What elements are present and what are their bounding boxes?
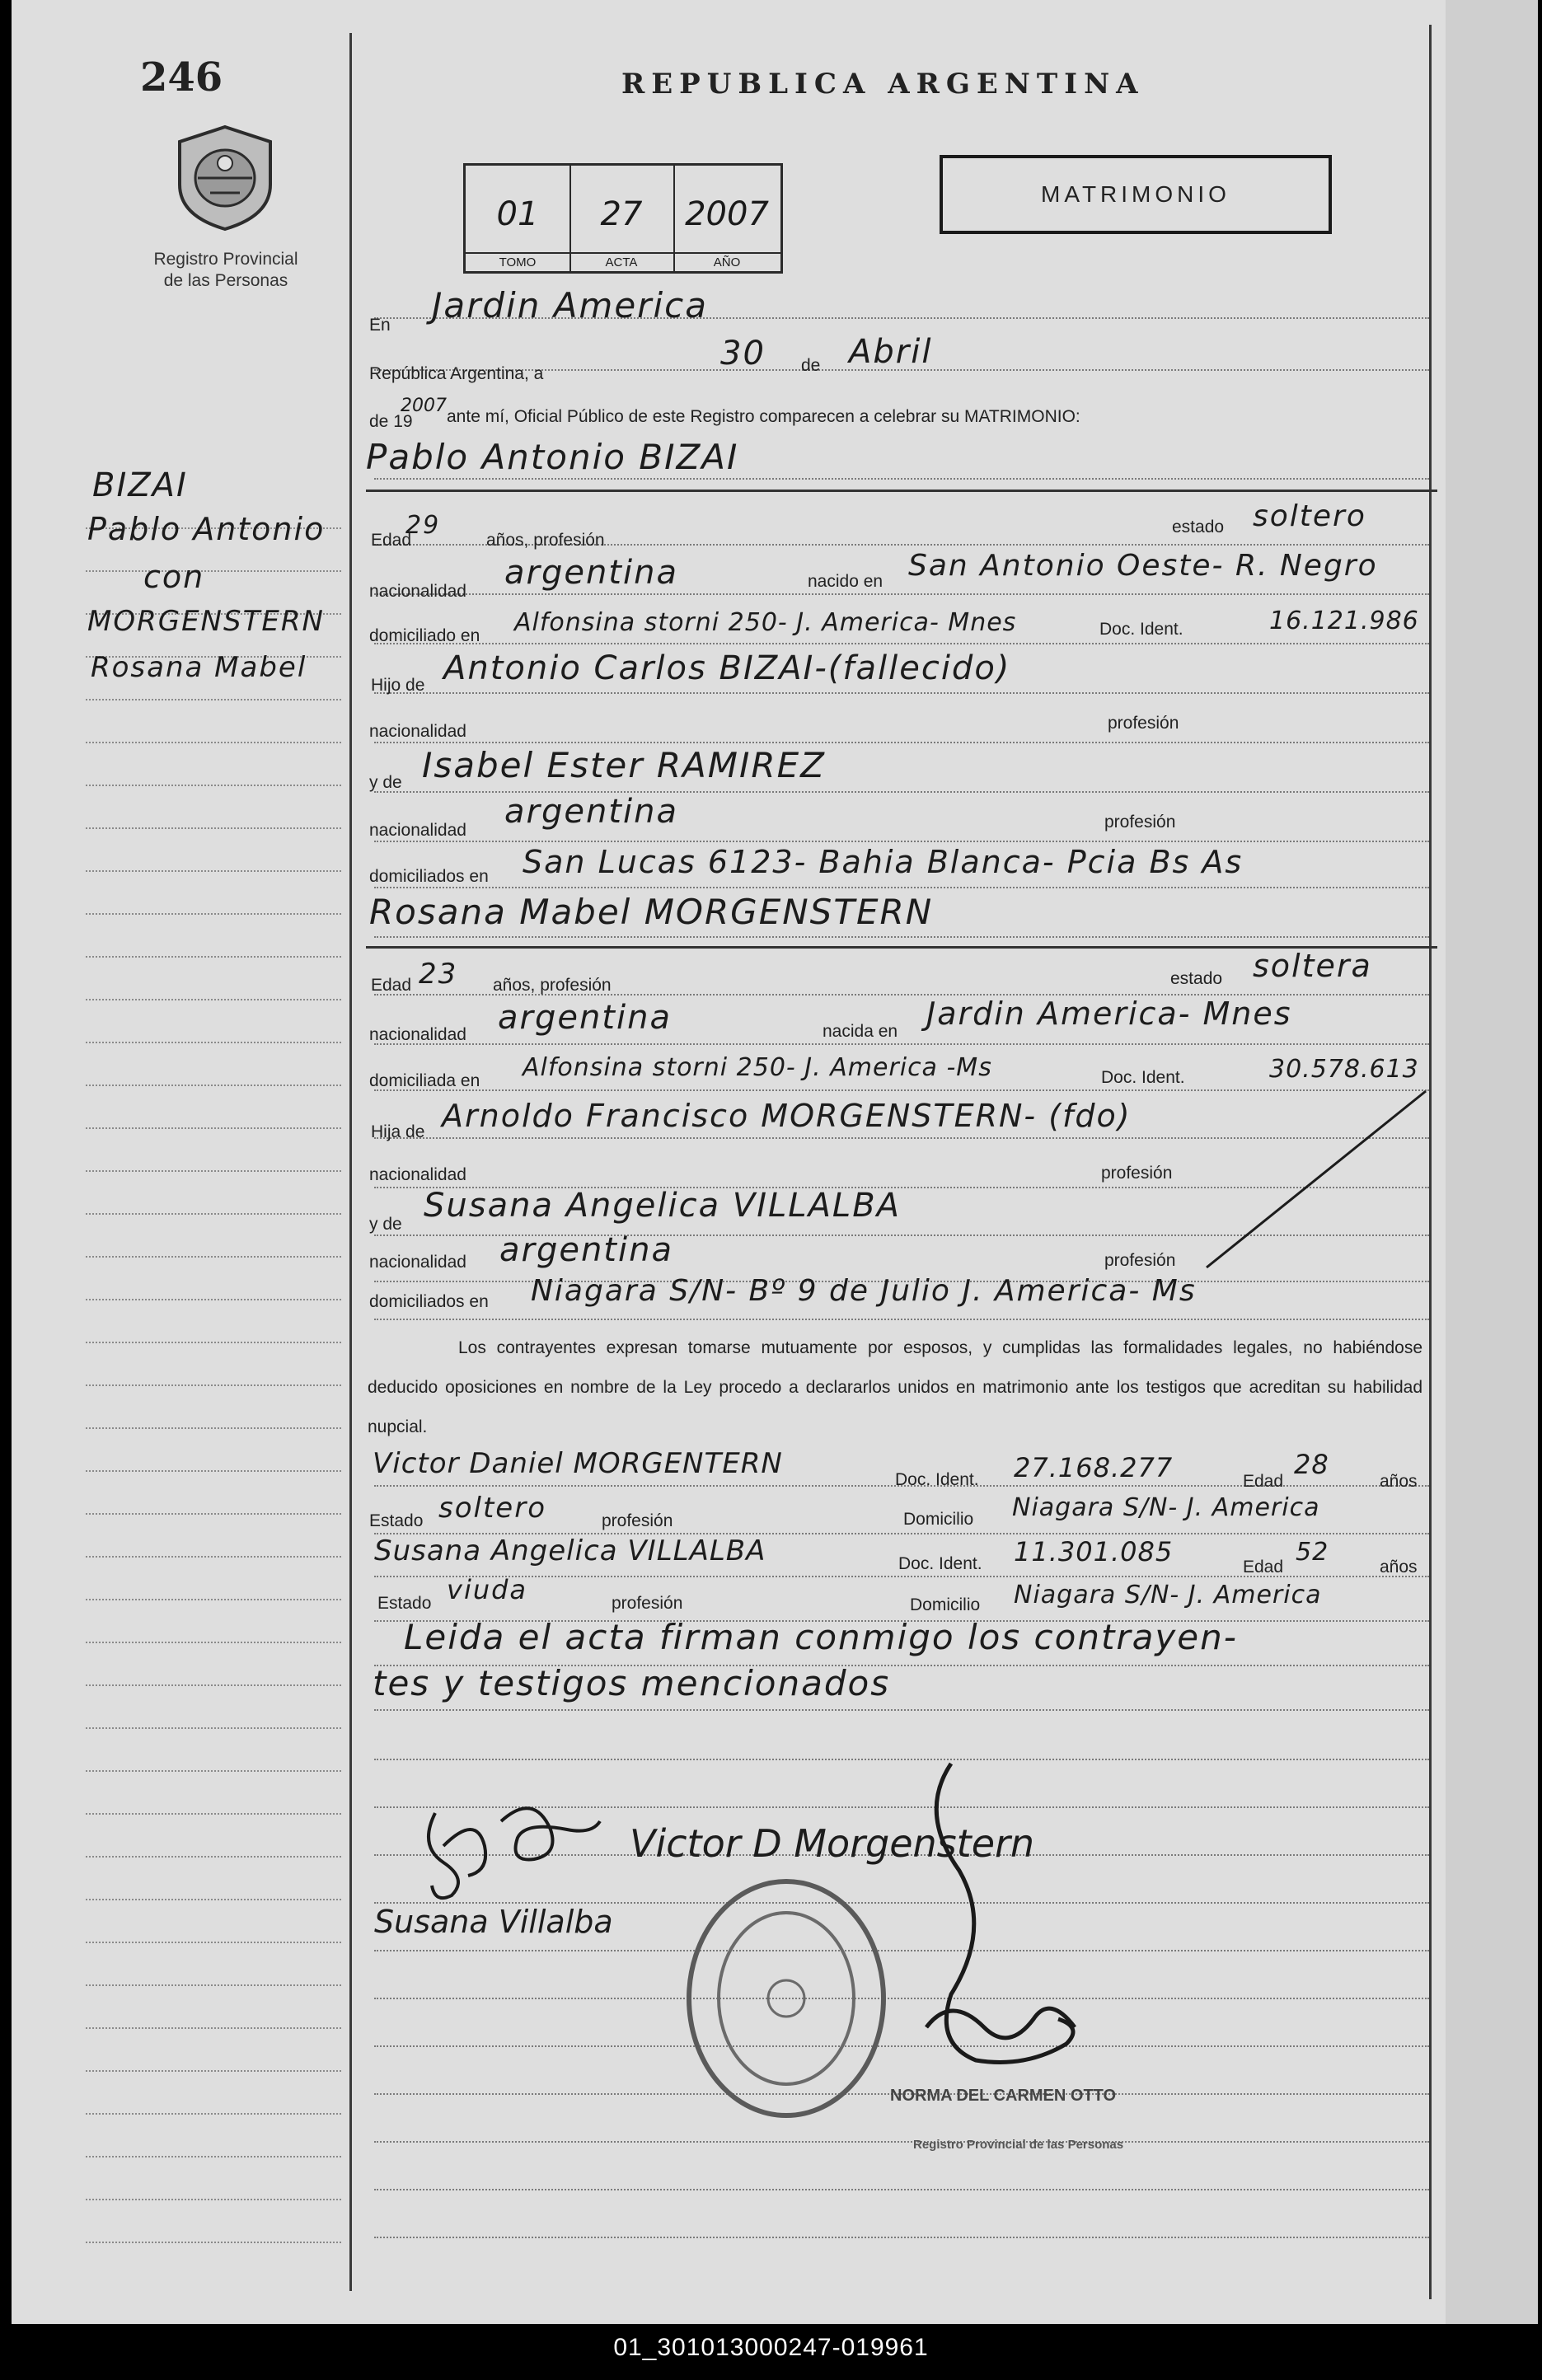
witness1-anios-label: años [1380,1472,1418,1491]
closing-line-1: Leida el acta firman conmigo los contrayen- [404,1617,1238,1657]
book-reference-box [463,163,783,274]
act-type-box: MATRIMONIO [940,155,1332,234]
groom-parents-domicilio-label: domiciliados en [369,867,489,886]
officer-signature [902,1747,1099,2110]
witness1-doc-label: Doc. Ident. [895,1470,979,1489]
en-label: En [369,316,391,335]
bride-father-nacionalidad-label: nacionalidad [369,1165,466,1184]
groom-anios-label: años, profesión [486,531,605,550]
rule-26 [374,1709,1429,1711]
closing-line-2: tes y testigos mencionados [373,1663,891,1703]
anio-label: AÑO [673,252,780,269]
rule-10 [374,841,1429,842]
rule-14 [374,1043,1429,1045]
rule-12 [374,936,1429,938]
officer-subtitle: Registro Provincial de las Personas [913,2138,1124,2152]
groom-father-profesion-label: profesión [1108,714,1179,733]
file-name-caption: 01_301013000247-019961 [613,2334,929,2361]
witness2-doc: 11.301.085 [1014,1536,1174,1567]
bride-doc-label: Doc. Ident. [1101,1068,1185,1087]
witness2-profesion-label: profesión [612,1594,683,1613]
bride-parents-domicilio-label: domiciliados en [369,1292,489,1311]
strike-line [1198,1080,1446,1277]
rule-8 [374,742,1429,743]
bride-birthplace: Jardin America- Mnes [926,996,1292,1032]
registry-line-2: de las Personas [163,271,288,290]
rule-11 [374,887,1429,888]
bride-age: 23 [419,958,458,991]
acta-label: ACTA [569,252,673,269]
witness2-age: 52 [1296,1538,1329,1567]
bride-name: Rosana Mabel MORGENSTERN [369,892,934,932]
witness2-domicilio: Niagara S/N- J. America [1014,1581,1322,1609]
groom-separator [366,490,1437,492]
registry-line-1: Registro Provincial [153,250,298,269]
bride-domicilio: Alfonsina storni 250- J. America -Ms [523,1053,992,1082]
groom-father: Antonio Carlos BIZAI-(fallecido) [443,649,1011,687]
groom-doc: 16.121.986 [1269,607,1419,635]
bride-father-profesion-label: profesión [1101,1164,1173,1183]
witness1-domicilio-label: Domicilio [903,1510,974,1529]
groom-domicilio-label: domiciliado en [369,626,480,645]
groom-estado-label: estado [1172,518,1225,536]
tomo-value: 01 [496,195,539,233]
witness2-doc-label: Doc. Ident. [898,1554,982,1573]
bride-nacida-label: nacida en [823,1022,898,1041]
margin-note-line-1: BIZAI [92,466,188,504]
declaration-text: Los contrayentes expresan tomarse mutuamente por esposos, y cumplidas las formalidades legales, no habiéndose deducido oposiciones en nombre de la Ley procedo a declararlos unidos en matrimonio ante los testigos que acreditan su habilidad nupcial. [368,1338,1422,1436]
bride-mother-nacionalidad: argentina [499,1231,673,1269]
groom-father-nacionalidad-label: nacionalidad [369,722,466,741]
groom-mother-profesion-label: profesión [1104,813,1176,832]
bride-doc: 30.578.613 [1269,1055,1419,1084]
anio-cell [673,166,780,271]
bride-nacionalidad: argentina [498,999,672,1037]
witness1-age: 28 [1294,1449,1329,1480]
year-value: 2007 [401,396,447,416]
republica-label: República Argentina, a [369,364,544,383]
tomo-label: TOMO [466,252,569,269]
rule-20 [374,1319,1429,1320]
groom-mother-nacionalidad: argentina [504,793,678,831]
year-prefix: de 19 [369,412,413,431]
groom-age: 29 [405,511,441,540]
groom-parents-domicilio: San Lucas 6123- Bahia Blanca- Pcia Bs As [523,844,1244,880]
margin-rule [349,33,352,2291]
witness1-estado: soltero [438,1492,546,1525]
witness2-estado: viuda [447,1574,528,1605]
bride-hija-label: Hija de [371,1122,425,1141]
contrayente-signatures [410,1797,625,1912]
province-seal-icon [173,124,277,232]
rule-3 [374,478,1429,480]
margin-note-line-5: Rosana Mabel [91,651,307,684]
anio-value: 2007 [685,195,769,233]
acta-value: 27 [600,195,643,233]
tomo-cell [466,166,571,271]
bride-edad-label: Edad [371,976,412,995]
groom-name: Pablo Antonio BIZAI [366,437,739,477]
groom-edad-label: Edad [371,531,412,550]
groom-nacionalidad-label: nacionalidad [369,582,466,601]
witness2-estado-label: Estado [377,1594,432,1613]
month-value: Abril [849,333,933,371]
bride-estado-label: estado [1170,969,1223,988]
witness1-estado-label: Estado [369,1511,424,1530]
rule-36 [374,2189,1429,2190]
witness1-doc: 27.168.277 [1014,1452,1174,1483]
groom-nacido-label: nacido en [808,572,883,591]
bride-nacionalidad-label: nacionalidad [369,1025,466,1044]
folio-number: 246 [140,54,223,101]
groom-birthplace: San Antonio Oeste- R. Negro [908,549,1378,583]
bride-father: Arnoldo Francisco MORGENSTERN- (fdo) [442,1098,1132,1134]
rule-37 [374,2237,1429,2238]
bride-estado: soltera [1253,948,1372,984]
groom-estado: soltero [1253,499,1366,533]
witness1-edad-label: Edad [1243,1472,1284,1491]
rule-6 [374,643,1429,644]
margin-note-line-2: Pablo Antonio [87,511,326,547]
groom-y-de-label: y de [369,773,402,792]
bride-mother: Susana Angelica VILLALBA [424,1187,902,1225]
officer-name: NORMA DEL CARMEN OTTO [890,2087,1117,2105]
day-value: 30 [720,335,766,372]
register-page [12,0,1538,2324]
comparecen-text: ante mí, Oficial Público de este Registro comparecen a celebrar su MATRIMONIO: [447,407,1080,426]
rule-5 [374,593,1429,595]
witness2-anios-label: años [1380,1558,1418,1577]
de-label: de [801,356,821,375]
rule-35 [374,2141,1429,2143]
place-value: Jardin America [432,285,708,326]
groom-mother-nacionalidad-label: nacionalidad [369,821,466,840]
official-seal-stamp [679,1871,893,2126]
rule-7 [374,692,1429,694]
margin-note-line-3: con [143,559,205,595]
bride-mother-profesion-label: profesión [1104,1251,1176,1270]
margin-ruled-lines [86,527,341,2275]
groom-mother: Isabel Ester RAMIREZ [422,745,826,785]
groom-hijo-label: Hijo de [371,676,425,695]
margin-note-line-4: MORGENSTERN [87,605,325,638]
witness1-name: Victor Daniel MORGENTERN [373,1447,783,1480]
bride-domicilio-label: domiciliada en [369,1071,480,1090]
registry-name [127,249,325,292]
bride-mother-nacionalidad-label: nacionalidad [369,1253,466,1272]
acta-cell [569,166,675,271]
page-edge [1446,0,1538,2324]
bride-y-de-label: y de [369,1215,402,1234]
witness2-signature: Susana Villalba [374,1904,613,1940]
groom-domicilio: Alfonsina storni 250- J. America- Mnes [514,608,1017,637]
witness2-name: Susana Angelica VILLALBA [374,1534,766,1567]
groom-doc-label: Doc. Ident. [1099,620,1183,639]
witness1-signature: Victor D Morgenstern [630,1821,1035,1866]
witness2-domicilio-label: Domicilio [910,1595,981,1614]
witness2-edad-label: Edad [1243,1558,1284,1577]
groom-nacionalidad: argentina [504,554,678,592]
document-title: REPUBLICA ARGENTINA [621,68,1145,101]
witness1-domicilio: Niagara S/N- J. America [1012,1493,1320,1522]
bride-parents-domicilio: Niagara S/N- Bº 9 de Julio J. America- Ms [531,1274,1197,1308]
bride-anios-label: años, profesión [493,976,612,995]
witness1-profesion-label: profesión [602,1511,673,1530]
